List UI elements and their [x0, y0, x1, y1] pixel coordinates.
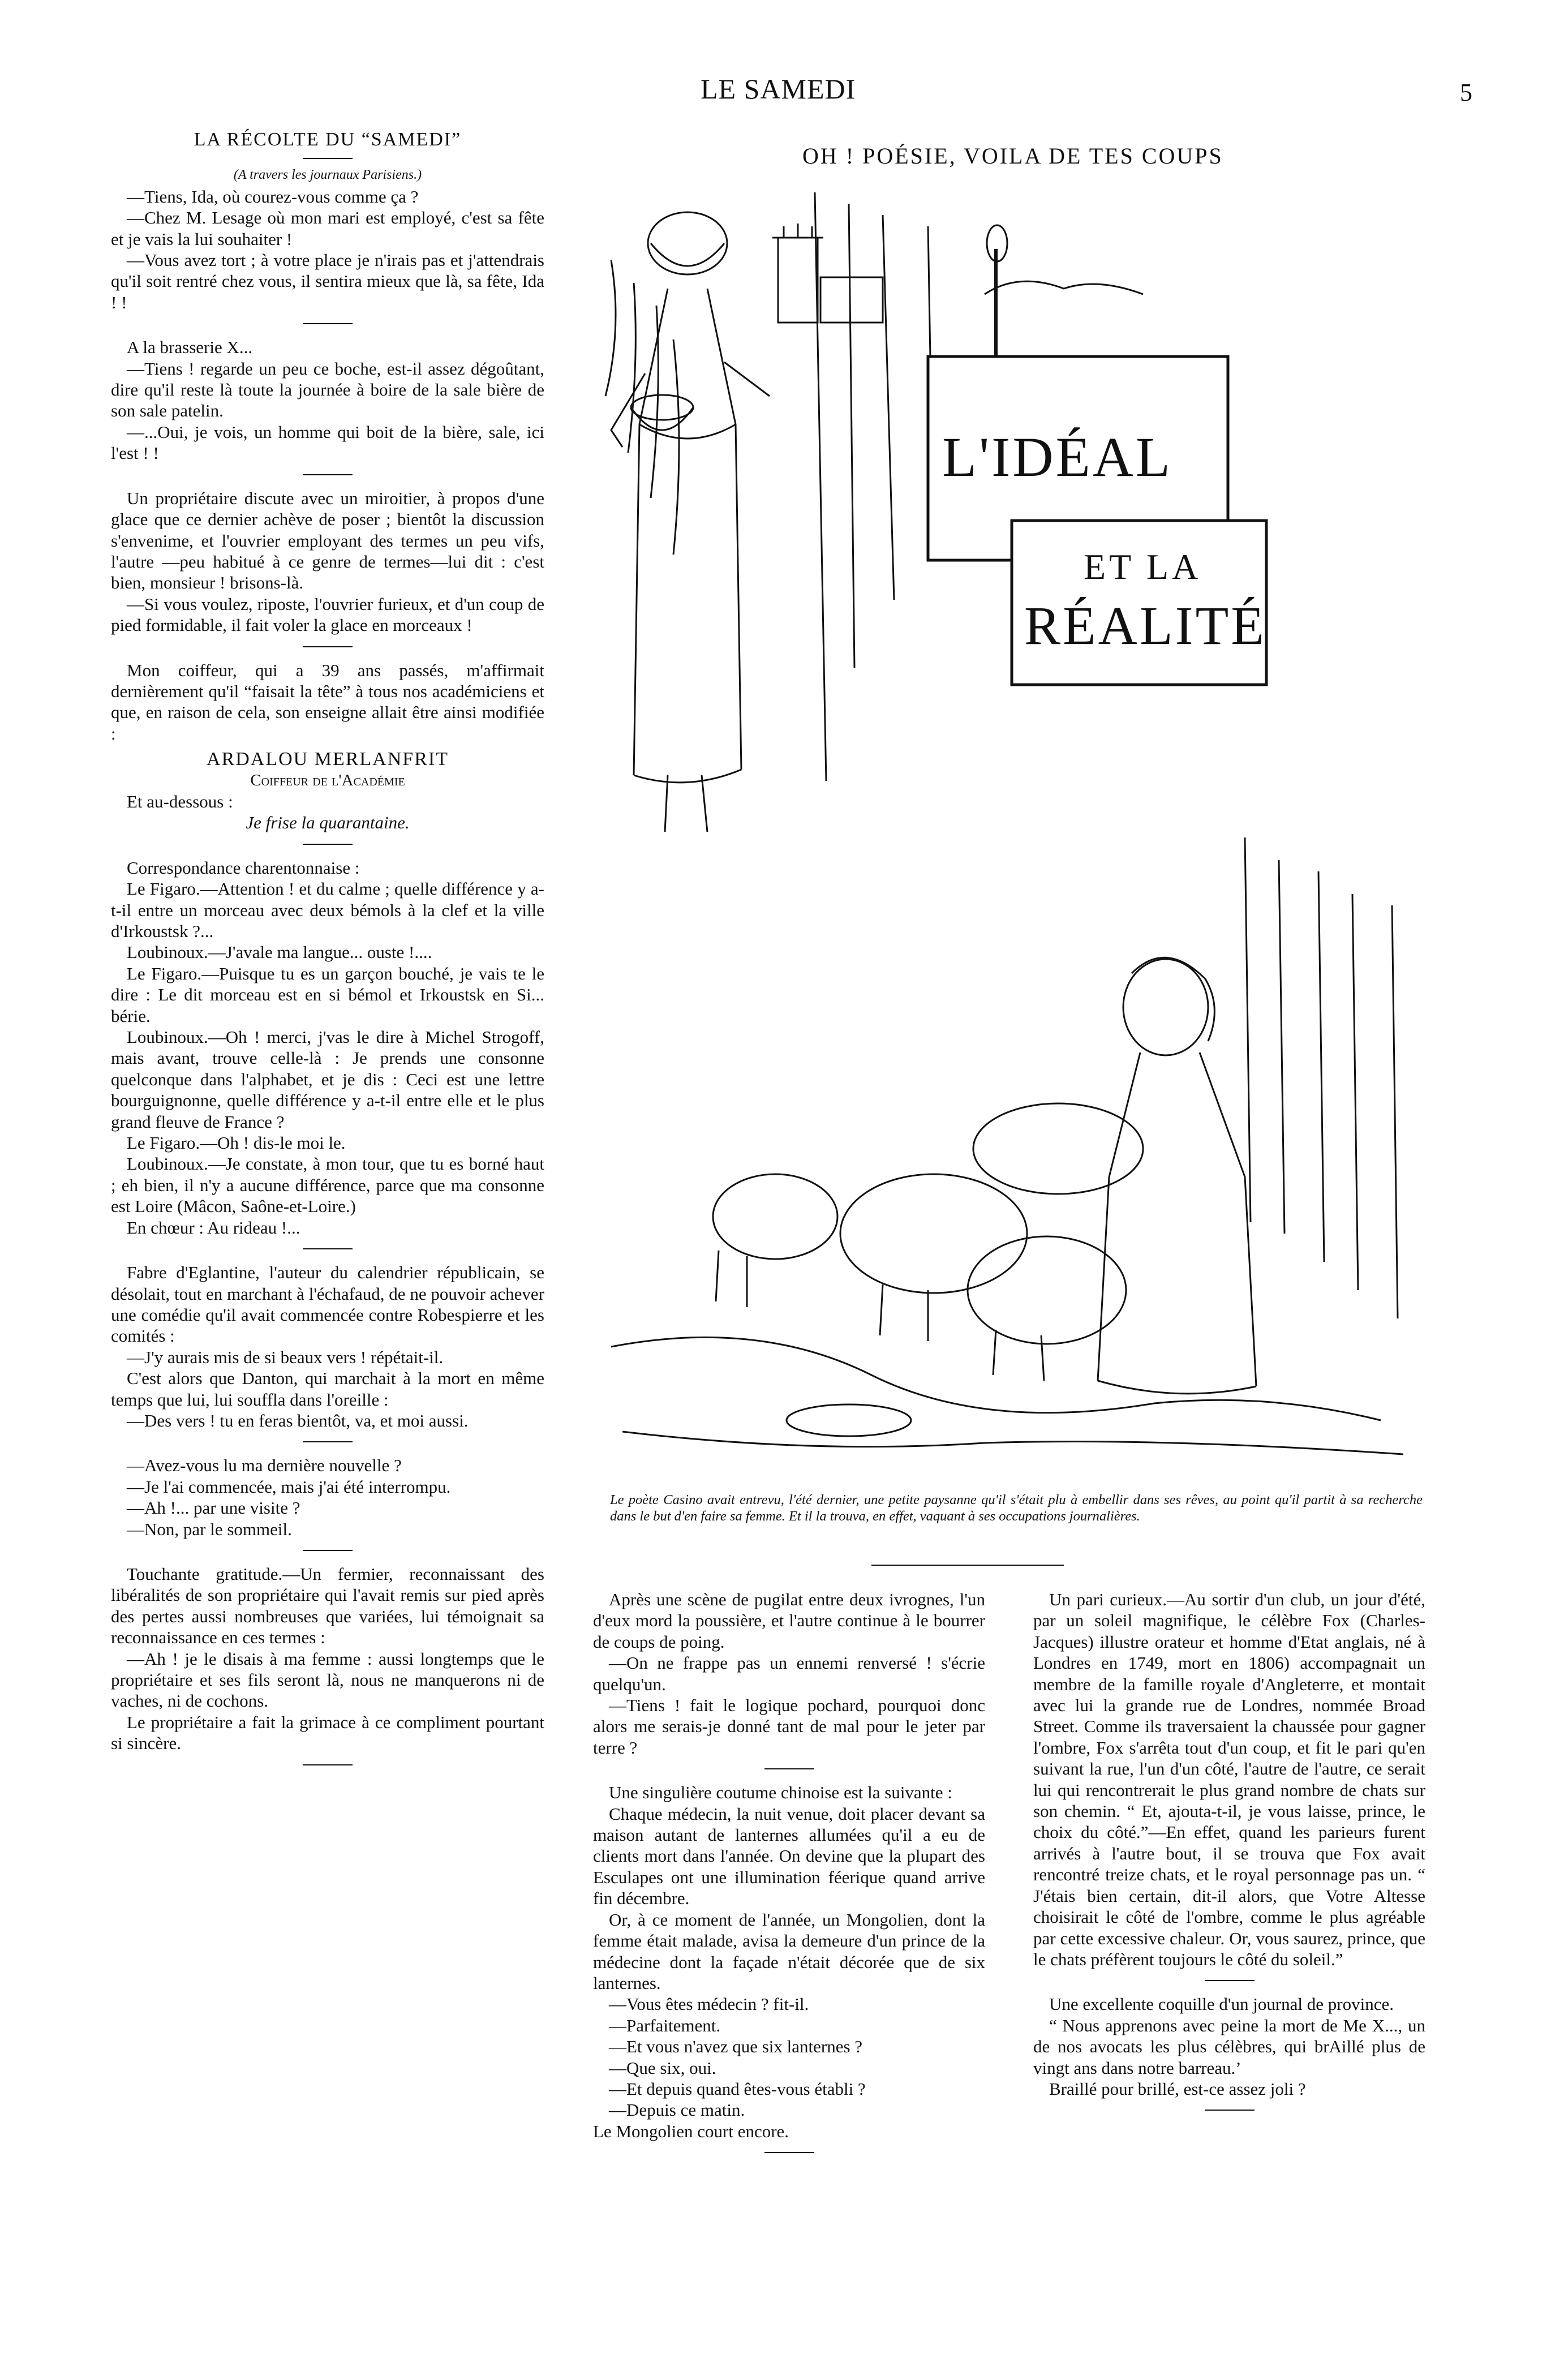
illustration-title: OH ! POÉSIE, VOILA DE TES COUPS [802, 143, 1223, 169]
right-column [1033, 1589, 1425, 2123]
sign-motto: Je frise la quarantaine. [246, 813, 410, 833]
paragraph: —Depuis ce matin. [609, 2100, 745, 2120]
paragraph: Une singulière coutume chinoise est la suivante : [609, 1782, 952, 1803]
paragraph: Et au-dessous : [127, 791, 233, 811]
divider [1205, 2110, 1255, 2111]
paragraph: —Des vers ! tu en feras bientôt, va, et moi aussi. [127, 1410, 469, 1430]
paragraph: Fabre d'Eglantine, l'auteur du calendrier républicain, se désolait, tout en marchant à l'échafaud, de ne pouvoir achever une comédie qu'il avait commencée contre Robespierre et les comités : [111, 1262, 544, 1346]
divider [1205, 1980, 1255, 1981]
divider [303, 1764, 353, 1765]
paragraph: Braillé pour brillé, est-ce assez joli ? [1049, 2078, 1306, 2099]
divider [303, 323, 353, 324]
divider [303, 158, 353, 159]
paragraph: —Tiens ! fait le logique pochard, pourquoi donc alors me serais-je donné tant de mal pour le jeter par terre ? [593, 1695, 985, 1758]
page-number: 5 [1460, 79, 1472, 106]
divider [303, 1248, 353, 1249]
paragraph: —Tiens, Ida, où courez-vous comme ça ? [127, 186, 419, 207]
divider [764, 2152, 814, 2153]
page-header-title: LE SAMEDI [701, 73, 856, 105]
paragraph: —Parfaitement. [609, 2015, 721, 2035]
divider [764, 1768, 814, 1769]
paragraph: —Vous êtes médecin ? fit-il. [609, 1994, 809, 2014]
sign-et-la: ET LA [1084, 547, 1202, 587]
paragraph: Correspondance charentonnaise : [127, 857, 360, 878]
paragraph: —On ne frappe pas un ennemi renversé ! s'écrie quelqu'un. [593, 1653, 985, 1694]
illustration-drawing [588, 158, 1420, 1477]
paragraph: Or, à ce moment de l'année, un Mongolien, dont la femme était malade, avisa la demeure d'un prince de la médecine dont la façade n'était décorée que de six lanternes. [593, 1909, 985, 1993]
divider [303, 646, 353, 647]
paragraph: —Vous avez tort ; à votre place je n'irais pas et j'attendrais qu'il soit rentré chez vous, il sentira mieux que là, sa fête, Ida ! ! [111, 250, 544, 312]
paragraph: Une excellente coquille d'un journal de province. [1049, 1994, 1394, 2014]
paragraph: Loubinoux.—Je constate, à mon tour, que tu es borné haut ; eh bien, il n'y a aucune différence, parce que ma consonne est Loire (Mâcon, Saône-et-Loire.) [111, 1154, 544, 1217]
paragraph: Le propriétaire a fait la grimace à ce compliment pourtant si sincère. [111, 1712, 544, 1754]
paragraph: Loubinoux.—J'avale ma langue... ouste !.... [127, 942, 432, 963]
paragraph: Le Mongolien court encore. [593, 2121, 789, 2141]
paragraph: Loubinoux.—Oh ! merci, j'vas le dire à Michel Strogoff, mais avant, trouve celle-là : Je prends une consonne quelconque dans l'alphabet, et je dis : Ceci est une lettre bourguignonne, quelle différence y a-t-il entre elle et le plus grand fleuve de France ? [111, 1027, 544, 1132]
paragraph: Après une scène de pugilat entre deux ivrognes, l'un d'eux mord la poussière, et l'autre continue à le bourrer de coups de poing. [593, 1589, 985, 1652]
divider [303, 1550, 353, 1551]
paragraph: —Chez M. Lesage où mon mari est employé, c'est sa fête et je vais la lui souhaiter ! [111, 208, 544, 249]
paragraph: —Ah !... par une visite ? [127, 1498, 300, 1518]
divider [303, 844, 353, 845]
column-subtitle: (A travers les journaux Parisiens.) [233, 167, 422, 183]
paragraph: Le Figaro.—Attention ! et du calme ; quelle différence y a-t-il entre un morceau avec deux bémols à la clef et la ville d'Irkoustsk ?... [111, 879, 544, 941]
column-title-recolte: LA RÉCOLTE DU “SAMEDI” [194, 129, 462, 150]
divider [303, 474, 353, 475]
paragraph: —Et vous n'avez que six lanternes ? [609, 2037, 863, 2057]
sign-realite: RÉALITÉ [1024, 595, 1266, 656]
paragraph: Chaque médecin, la nuit venue, doit placer devant sa maison autant de lanternes allumées qu'il a eu de clients mort dans l'année. On devine que la plupart des Esculapes ont une illumination féerique quand arrive fin décembre. [593, 1803, 985, 1909]
paragraph: En chœur : Au rideau !... [127, 1217, 300, 1238]
paragraph: —Que six, oui. [609, 2057, 716, 2078]
paragraph: —Et depuis quand êtes-vous établi ? [609, 2078, 866, 2099]
illustration-caption: Le poète Casino avait entrevu, l'été dernier, une petite paysanne qu'il s'était plu à embellir dans ses rêves, au point qu'il partit à sa recherche dans le but d'en faire sa femme. Et il la trouva, en effet, vaquant à ses occupations journalières. [610, 1492, 1423, 1524]
paragraph: Un propriétaire discute avec un miroitier, à propos d'une glace que ce dernier achève de poser ; bientôt la discussion s'envenime, et l'ouvrier employant des termes un peu vifs, l'autre —peu habitué à ce genre de termes—lui dit : c'est bien, monsieur ! brisons-là. [111, 488, 544, 593]
illustration [588, 158, 1420, 1477]
sign-subline: Coiffeur de l'Académie [250, 771, 405, 789]
paragraph: Le Figaro.—Oh ! dis-le moi le. [127, 1133, 346, 1153]
sign-name: ARDALOU MERLANFRIT [207, 749, 449, 770]
paragraph: —Tiens ! regarde un peu ce boche, est-il assez dégoûtant, dire qu'il reste là toute la journée à boire de la sale bière de son sale patelin. [111, 358, 544, 421]
divider [303, 1441, 353, 1442]
paragraph: Touchante gratitude.—Un fermier, reconnaissant des libéralités de son propriétaire qui l'avait remis sur pied après des pertes aussi nombreuses que variées, lui témoignait sa reconnaissance en ces termes : [111, 1563, 544, 1648]
paragraph: C'est alors que Danton, qui marchait à la mort en même temps que lui, lui souffla dans l'oreille : [111, 1368, 544, 1410]
paragraph: —Non, par le sommeil. [127, 1519, 292, 1539]
paragraph: A la brasserie X... [127, 337, 253, 358]
paragraph: —Je l'ai commencée, mais j'ai été interrompu. [127, 1476, 451, 1497]
paragraph: Mon coiffeur, qui a 39 ans passés, m'affirmait dernièrement qu'il “faisait la tête” à tous nos académiciens et que, en raison de cela, son enseigne allait être ainsi modifiée : [111, 660, 544, 744]
middle-column [593, 1589, 985, 2166]
sign-ideal: L'IDÉAL [942, 426, 1173, 488]
paragraph: Le Figaro.—Puisque tu es un garçon bouché, je vais te le dire : Le dit morceau est en si bémol et Irkoustsk en Si... bérie. [111, 963, 544, 1026]
paragraph: “ Nous apprenons avec peine la mort de Me X..., un de nos avocats les plus célèbres, qui brAillé plus de vingt ans dans notre barreau.’ [1033, 2015, 1425, 2078]
paragraph: —J'y aurais mis de si beaux vers ! répétait-il. [127, 1347, 444, 1367]
left-column [111, 129, 544, 1778]
paragraph: —Si vous voulez, riposte, l'ouvrier furieux, et d'un coup de pied formidable, il fait voler la glace en morceaux ! [111, 594, 544, 635]
paragraph: —...Oui, je vois, un homme qui boit de la bière, sale, ici l'est ! ! [111, 422, 544, 463]
divider [871, 1565, 1064, 1566]
paragraph: Un pari curieux.—Au sortir d'un club, un jour d'été, par un soleil magnifique, le célèbre Fox (Charles-Jacques) illustre orateur et homme d'Etat anglais, né à Londres en 1749, mort en 1806) accompagnait un membre de la famille royale d'Angleterre, et montait avec lui la grande rue de Londres, nommée Broad Street. Comme ils traversaient la chaussée pour gagner l'ombre, Fox s'arrêta tout d'un coup, et fit le pari qu'en suivant la rue, l'un d'un côté, l'autre de l'autre, ce serait lui qui rencontrerait le plus grand nombre de chats sur son chemin. “ Et, ajouta-t-il, je vous laisse, prince, le choix du côté.”—En effet, quand les parieurs furent arrivés à l'autre bout, il se trouva que Fox avait rencontré treize chats, et le royal personnage pas un. “ J'étais bien certain, dit-il alors, que Votre Altesse choisirait le côté de l'ombre, comme le plus agréable par cette excessive chaleur. Or, vous saurez, prince, que le chats préfèrent toujours le côté du soleil.” [1033, 1589, 1425, 1969]
paragraph: —Avez-vous lu ma dernière nouvelle ? [127, 1455, 402, 1476]
paragraph: —Ah ! je le disais à ma femme : aussi longtemps que le propriétaire et ses fils seront là, nous ne manquerons ni de vaches, ni de cochons. [111, 1648, 544, 1711]
